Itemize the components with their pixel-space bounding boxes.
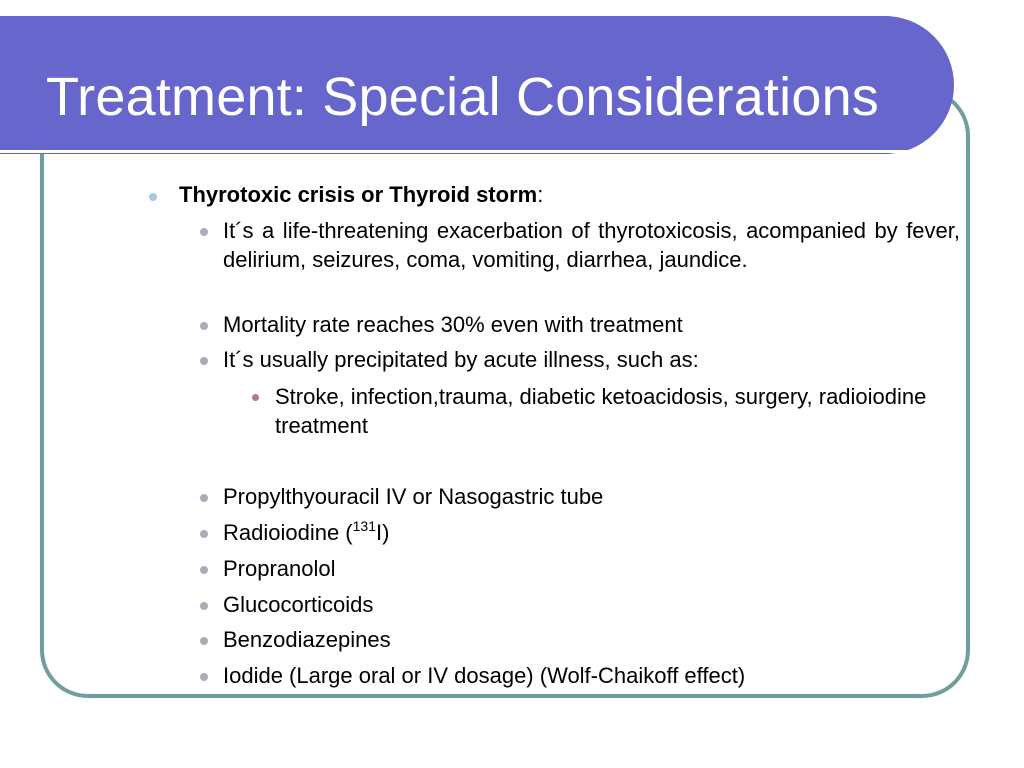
bullet-level1-bold: Thyrotoxic crisis or Thyroid storm [179,182,538,207]
bullet-level2-item: Propylthyouracil IV or Nasogastric tube [223,484,604,509]
bullet-icon [252,394,259,401]
bullet-level3-item: Stroke, infection,trauma, diabetic ketoacidosis, surgery, radioiodine treatment [275,384,927,438]
bullet-level2-item: Mortality rate reaches 30% even with treatment [223,312,683,337]
bullet-icon [200,637,208,645]
bullet-icon [200,566,208,574]
bullet-icon [200,673,208,681]
bullet-level2-item [223,518,389,547]
radioiodine-tail: I) [376,520,390,545]
radioiodine-superscript: 131 [352,517,376,534]
bullet-level2-item: Iodide (Large oral or IV dosage) (Wolf-Chaikoff effect) [223,663,746,688]
bullet-level1-suffix: : [537,182,544,207]
bullet-icon [200,530,208,538]
bullet-level2-item: Benzodiazepines [223,627,391,652]
bullet-icon [149,193,157,201]
radioiodine-text: Radioiodine ( [223,520,353,545]
bullet-icon [200,357,208,365]
bullet-icon [200,602,208,610]
bullet-icon [200,228,208,236]
bullet-level2-item: It´s usually precipitated by acute illness, such as: [223,347,699,372]
slide-title: Treatment: Special Considerations [46,67,880,127]
bullet-level1 [179,180,543,209]
bullet-level2-item: It´s a life-threatening exacerbation of thyrotoxicosis, acompanied by fever, delirium, seizures, coma, vomiting, diarrhea, jaundice. [223,218,960,272]
bullet-level2-item: Glucocorticoids [223,592,374,617]
bullet-level2-item: Propranolol [223,556,336,581]
bullet-icon [200,322,208,330]
bullet-icon [200,494,208,502]
